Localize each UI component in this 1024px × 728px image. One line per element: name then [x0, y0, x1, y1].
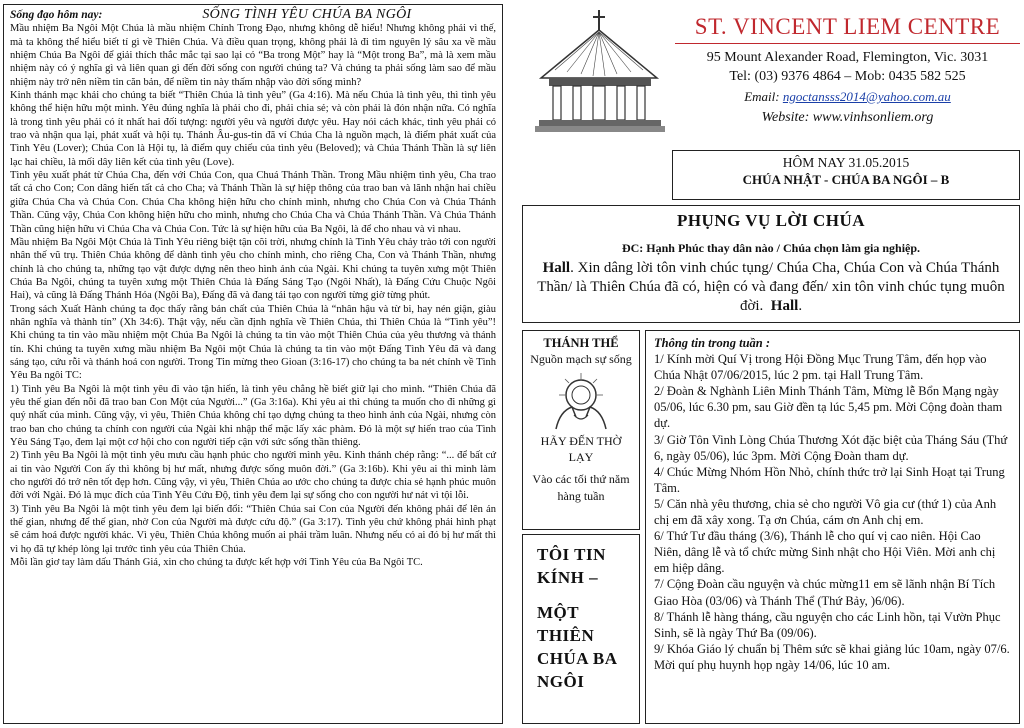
date-box	[672, 150, 1020, 200]
article-header	[10, 8, 496, 22]
section-label: Sống đạo hôm nay:	[10, 9, 103, 21]
responsorial-line: ĐC: Hạnh Phúc thay dân nào / Chúa chọn làm gia nghiệp.	[621, 241, 921, 255]
header-divider	[675, 43, 1020, 44]
alleluia-text: Hall. Xin dâng lời tôn vinh chúc tụng/ Chúa Cha, Chúa Con và Chúa Thánh Thần/ là Thiên Chúa đã có, hiện có và đang đến/ xin tôn vinh chúc tụng muôn đời. Hall.	[537, 260, 1005, 314]
liturgy-box	[522, 205, 1020, 323]
creed-box	[522, 534, 640, 724]
notices-box	[645, 330, 1020, 724]
article-paragraph: 3) Tình yêu Ba Ngôi là một tình yêu đem lại biến đổi: “Thiên Chúa sai Con của Người đến không phải để lên án thế gian, nhưng để thế gian, nhờ Con của Người mà được cứu độ.” (Ga 3:17). Tình yêu chứ không phải hình phạt sẽ cảm hoá được người khác. Vì yêu, Thiên Chúa không muốn ai phải trầm luân. Nhưng nếu có ai đó bị hư mất thì vì họ đã tự khép lòng lại trước tình yêu của Thiên Chúa.	[10, 503, 496, 555]
article-paragraph: Kinh thánh mạc khải cho chúng ta biết “Thiên Chúa là tình yêu” (Ga 4:16). Mà nếu Chúa là tình yêu, thì tình yêu không thể hiện hữu một mình. Yêu đúng nghĩa là phải cho đi, phải chia sẻ; và còn phải là đón nhận nữa. Có nghĩa là trong tình yêu phải có ít nhất hai đối tượng: người yêu và người được yêu. Hay nói cách khác, tình yêu phải có trao và nhận qua lại, phát xuất và hội tụ. Thánh Âu-gus-tin đã ví Chúa Cha là nguồn mạch, là điểm phát xuất của Tình Yêu (Lover); Chúa Con là Hội tụ, là điểm quy chiếu của tình yêu (Beloved); và Chúa Thánh Thần là sự liên lạc hai chiều, là mối dây liên kết của tình yêu (Love).	[10, 90, 496, 168]
notice-item: 5/ Căn nhà yêu thương, chia sẻ cho người Vô gia cư (thứ 1) của Anh chị em đã xây xong. Tạ ơn Chúa, cám ơn Anh chị em.	[654, 496, 997, 528]
email-link[interactable]: ngoctansss2014@yahoo.com.au	[782, 89, 951, 104]
notice-item: 2/ Đoàn & Nghành Liên Minh Thánh Tâm, Mừng lễ Bổn Mạng ngày 05/06, lúc 6.30 pm, sau Giờ đền tạ lúc 5,45 pm. Mời Cộng đoàn tham dự.	[654, 384, 1003, 431]
adoration-call: HÃY ĐẾN THỜ LẠY	[540, 434, 622, 464]
article-paragraph: Tình yêu xuất phát từ Chúa Cha, đến với Chúa Con, qua Chuá Thánh Thần. Trong Mầu nhiệm tình yêu, Cha trao tất cả cho Con; Con dâng hiến tất cả cho Cha; và Thánh Thần là sự hiệp thông của trao ban và lãnh nhận hai chiều giữa Chúa Cha và Chúa Con. Chúa Cha không hiện hữu cho chính mình, nhưng cho Chúa Con và Chúa Thánh Thần. Cũng vậy, Chúa Con không hiện hữu cho mình, nhưng cho Chúa Cha và Chúa Thánh Thần. Và Chúa Thánh Thần cũng hiện hữu vì Chúa Cha và Chúa Con. Tức là sự hiện hữu của Ba Ngôi, là để cho nhau và vì nhau.	[10, 170, 496, 235]
hall-label: Hall	[542, 260, 571, 276]
hall-end: Hall	[770, 298, 799, 314]
monstrance-icon	[546, 371, 616, 431]
centre-phone: Tel: (03) 9376 4864 – Mob: 0435 582 525	[729, 69, 966, 84]
creed-line-1: TÔI TIN KÍNH –	[537, 545, 606, 587]
notice-item: 4/ Chúc Mừng Nhóm Hồn Nhỏ, chính thức trở lại Sinh Hoạt tại Trung Tâm.	[654, 464, 1005, 495]
alleluia-body: . Xin dâng lời tôn vinh chúc tụng/ Chúa Cha, Chúa Con và Chúa Thánh Thần/ là Thiên Chúa đã có, hiện có và đang đến/ xin tôn vinh chúc tụng muôn đời.	[537, 260, 1005, 314]
article-title: SỐNG TÌNH YÊU CHÚA BA NGÔI	[202, 7, 412, 22]
article-paragraph: Mỗi lần giơ tay làm dấu Thánh Giá, xin cho chúng ta được kết hợp với Tình Yêu của Ba Ngôi TC.	[10, 557, 423, 569]
liturgy-heading: PHỤNG VỤ LỜI CHÚA	[676, 211, 866, 230]
article-paragraph: Mầu nhiệm Ba Ngôi Một Chúa là mầu nhiệm Chính Trong Đạo, nhưng không dễ hiểu! Nhưng không phải vì thế, mà ta không thể hiểu biết tí gì về Thiên Chúa. Và điều quan trọng, không phải là đi tìm nguyên lý sâu xa về mầu nhiệm Chúa Ba Ngôi để giải thích thắc mắc tại sao lại có “Ba trong Một” hay là “Một trong Ba”, mà là xem mầu nhiệm này có ý nghĩa gì và liên quan gì đến đời sống con người chúng ta? Và chúng ta phải sống làm sao để mầu nhiệm này trở nên niềm tin căn bản, để niềm tin này thấm nhập vào đời sống mình?	[10, 23, 496, 88]
article-paragraph: 1) Tình yêu Ba Ngôi là một tình yêu đi vào tận hiến, là tình yêu chẳng hề biết giữ lại cho mình. “Thiên Chúa đã yêu thế gian đến nỗi đã trao ban Con Một của Người...” (Ga 3:16a). Khi yêu ai thì chúng ta muốn cho đi những gì quý nhất của mình. Cũng vậy, vì yêu, Thiên Chúa không chỉ tạo dựng chúng ta theo hình ảnh của Ngài, nhưng còn trao ban cho chúng ta chính con người của Ngài khi nhập thể mặc lấy xác phàm. Đó là một sự hiến trao của Tình Yêu Sáng Tạo, đem lại một cơ hội cho con người tiếp cận với sức sống thần thiêng.	[10, 383, 496, 448]
creed-line-2: MỘT THIÊN CHÚA BA NGÔI	[537, 603, 617, 691]
notice-item: 6/ Thứ Tư đầu tháng (3/6), Thánh lễ cho quí vị cao niên. Hội Cao Niên, dâng lễ và tổ chức mừng Sinh nhật cho Hội Viên. Mời anh chị em hiệp dâng.	[654, 529, 996, 576]
notice-item: 3/ Giờ Tôn Vinh Lòng Chúa Thương Xót đặc biệt của Tháng Sáu (Thứ 6, ngày 05/06), lúc 3pm. Mời Cộng Đoàn tham dự.	[654, 432, 1008, 463]
church-logo-icon	[535, 8, 665, 136]
notices-heading: Thông tin trong tuần :	[654, 336, 771, 350]
eucharist-heading: THÁNH THỂ	[543, 336, 619, 350]
article-panel	[3, 4, 503, 724]
eucharist-box	[522, 330, 640, 530]
notice-item: 7/ Cộng Đoàn cầu nguyện và chúc mừng11 em sẽ lãnh nhận Bí Tích Giao Hòa (03/06) và Thánh Thể (Thứ Bảy, )6/06).	[654, 577, 996, 608]
notice-item: 8/ Thánh lễ hàng tháng, cầu nguyện cho các Linh hồn, tại Vườn Phục Sinh, sẽ là ngày Thứ Ba (09/06).	[654, 609, 1001, 640]
notice-item: 1/ Kính mời Quí Vị trong Hội Đồng Mục Trung Tâm, đến họp vào Chúa Nhật 07/06/2015, lúc 2 pm. tại Hall Trung Tâm.	[654, 352, 987, 383]
feast-line: CHÚA NHẬT - CHÚA BA NGÔI – B	[742, 172, 950, 187]
adoration-time: Vào các tối thứ năm hàng tuần	[532, 472, 630, 503]
centre-email-row	[675, 86, 1020, 108]
article-paragraph: Mầu nhiệm Ba Ngôi Một Chúa là Tình Yêu riêng biệt tận cõi trời, nhưng chính là Tình Yêu chảy trào tới con người nhân thế vũ trụ. Thiên Chúa không để dành tình yêu cho chính mình, cho riêng Cha, Con và Thánh Thần, nhưng chính là cho chúng ta, những tạo vật được dựng nên theo hình ảnh của Ngài. Khi chúng ta tuyên xưng một Thiên Chúa Ba Ngôi, chúng ta tuyên xưng một Thiên Chúa là Đấng Sáng Tạo (Ngôi Nhất), là Đấng Cứu Chuộc Ngôi Hai), và cũng là Đấng Thánh Hóa (Ngôi Ba), Đấng đã và đang tái tạo con người từng giờ từng phút.	[10, 236, 496, 302]
notice-item: 9/ Khóa Giáo lý chuẩn bị Thêm sức sẽ khai giảng lúc 10am, ngày 07/6. Mời quí phụ huynh họp ngày 14/06, lúc 10 am.	[654, 641, 1010, 672]
eucharist-subtitle: Nguồn mạch sự sống	[530, 352, 632, 366]
centre-address: 95 Mount Alexander Road, Flemington, Vic. 3031	[706, 50, 989, 65]
email-label: Email:	[744, 89, 780, 104]
centre-header	[675, 6, 1020, 128]
centre-website: Website: www.vinhsonliem.org	[761, 110, 934, 125]
centre-name: ST. VINCENT LIEM CENTRE	[694, 14, 1001, 39]
date-line: HÔM NAY 31.05.2015	[782, 155, 910, 170]
article-paragraph: Trong sách Xuất Hành chúng ta đọc thấy rằng bản chất của Thiên Chúa là “nhân hậu và từ bi, hay nén giận, giàu nhân nghĩa và thành tín” (Xh 34:6). Thật vậy, nếu cần định nghĩa về Thiên Chúa, thì Thiên Chúa là “Tình yêu”! Khi chúng ta tin vào mầu nhiệm một Chúa Ba Ngôi là chúng ta tin vào một Thiên Chúa của yêu thương và thánh tín. Khi chúng ta tuyên xưng mầu nhiệm Ba Ngôi một Chúa là chúng ta tin vào một Đấng Tình Yêu đã và đang sáng tạo, cứu rỗi và thánh hoá con người. Trong Tin mừng theo Gioan (3:16-17) cho chúng ta ba nét chính về Tình Yêu Ba ngôi TC:	[10, 303, 496, 382]
article-paragraph: 2) Tình yêu Ba Ngôi là một tình yêu mưu cầu hạnh phúc cho người mình yêu. Kinh thánh chép rằng: “... để bất cứ ai tin vào Người Con ấy thì không bị hư mất, nhưng được sống muôn đời.” (Ga 3:16b). Khi yêu ai thì mình làm cho người đó trở nên tốt đẹp hơn. Cũng vậy, vì yêu, Thiên Chúa ao ước cho chúng ta được chia sẻ hạnh phúc muôn đời với Ngài. Đó là mục đích của Tình Yêu Cứu Độ, tình yêu đem lại sự sống cho con người hư nát vì tội lỗi.	[10, 450, 496, 502]
